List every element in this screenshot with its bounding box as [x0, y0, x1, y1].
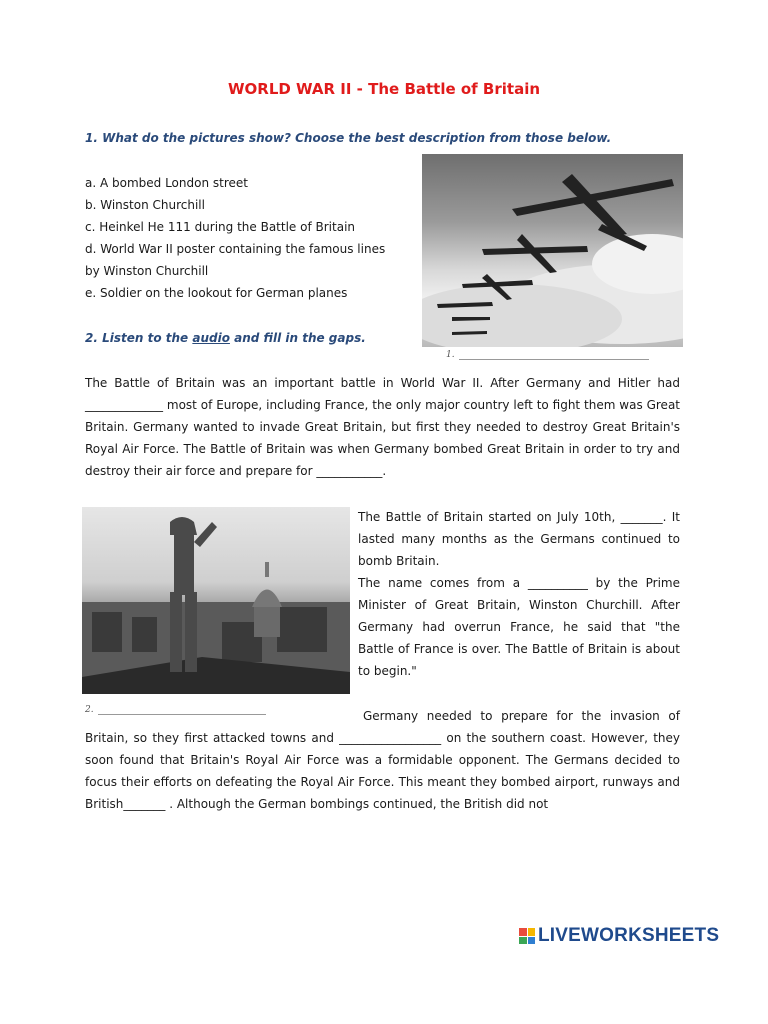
- bombers-illustration: [422, 154, 683, 347]
- lookout-soldier-photo: [82, 507, 350, 694]
- page-title: WORLD WAR II - The Battle of Britain: [227, 80, 541, 98]
- logo-text: LIVEWORKSHEETS: [538, 925, 720, 946]
- question-1: 1. What do the pictures show? Choose the best description from those below.: [85, 131, 612, 145]
- option-a: a. A bombed London street: [85, 176, 248, 190]
- paragraph-invasion: Germany needed to prepare for the invasion of Britain, so they first attacked towns and _________________ on the southern coast. However, they soon found that Britain's Royal Air Force was a formidable opponent. The Germans decided to focus their efforts on defeating the Royal Air Force. This meant they bombed airport, runways and British_______ . Although the German bombings continued, the British did not: [85, 709, 680, 811]
- question-2-suffix: and fill in the gaps.: [229, 331, 366, 345]
- question-2-prefix: 2. Listen to the: [85, 331, 193, 345]
- option-c: c. Heinkel He 111 during the Battle of Britain: [85, 220, 356, 234]
- bombers-formation-photo: [422, 154, 683, 347]
- caption-1-number: 1.: [446, 350, 455, 360]
- audio-link[interactable]: audio: [192, 331, 230, 345]
- question-2: [85, 331, 366, 345]
- lookout-illustration: [82, 507, 350, 694]
- option-d: d. World War II poster containing the famous lines: [85, 242, 386, 256]
- option-d-continued: by Winston Churchill: [85, 264, 209, 278]
- option-e: e. Soldier on the lookout for German planes: [85, 286, 348, 300]
- option-b: b. Winston Churchill: [85, 198, 205, 212]
- liveworksheets-logo: [519, 925, 719, 947]
- caption-1-blank[interactable]: [459, 359, 649, 360]
- paragraph-name-origin: The name comes from a __________ by the Prime Minister of Great Britain, Winston Churchill. After Germany had overrun France, he said that "the Battle of France is over. The Battle of Britain is about to begin.": [358, 576, 680, 678]
- description-options: [85, 175, 385, 307]
- caption-1[interactable]: [446, 350, 649, 360]
- paragraph-start-date: The Battle of Britain started on July 10th, _______. It lasted many months as the Germans continued to bomb Britain.: [358, 510, 680, 568]
- paragraph-intro: The Battle of Britain was an important battle in World War II. After Germany and Hitler had _____________ most of Europe, including France, the only major country left to fight them was Great Britain. Germany wanted to invade Great Britain, but first they needed to destroy Great Britain's Royal Air Force. The Battle of Britain was when Germany bombed Great Britain in order to try and destroy their air force and prepare for ___________.: [85, 376, 680, 478]
- caption-2-number: 2.: [85, 705, 94, 715]
- liveworksheets-logo-icon: [519, 928, 535, 944]
